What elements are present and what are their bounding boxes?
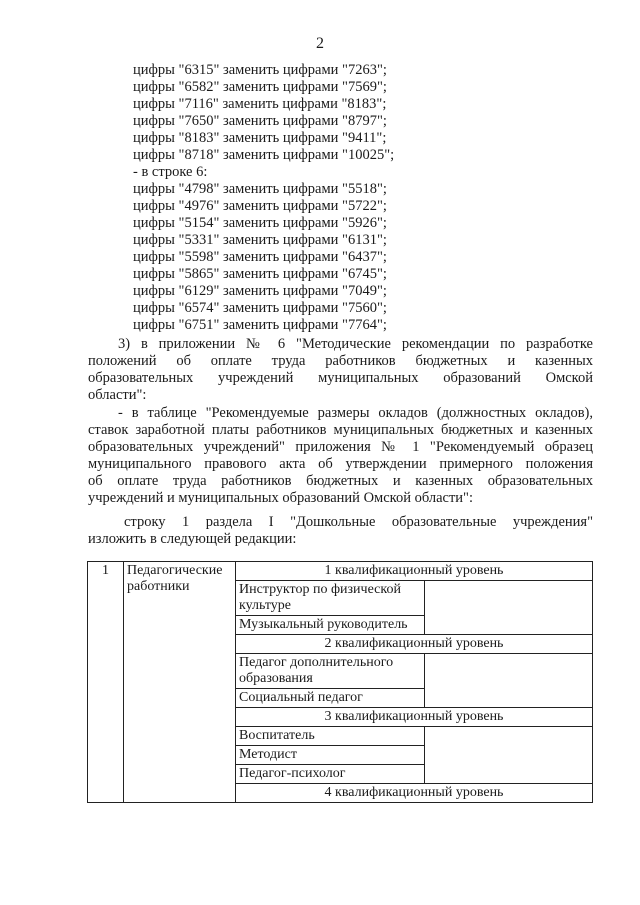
paragraph-line: строку 1 раздела I "Дошкольные образовательные учреждения" xyxy=(124,514,593,530)
paragraph-appendix-6 xyxy=(88,336,593,404)
replacement-line: цифры "6751" заменить цифрами "7764"; xyxy=(133,317,387,333)
row6-heading: - в строке 6: xyxy=(133,164,208,180)
salary-cell xyxy=(425,654,593,708)
position-cell: Методист xyxy=(236,746,425,765)
position-cell: Воспитатель xyxy=(236,727,425,746)
replacement-line: цифры "8718" заменить цифрами "10025"; xyxy=(133,147,395,163)
level-heading: 3 квалификационный уровень xyxy=(236,708,593,727)
position-cell: Музыкальный руководитель xyxy=(236,616,425,635)
replacement-line: цифры "8183" заменить цифрами "9411"; xyxy=(133,130,387,146)
row-number: 1 xyxy=(88,562,124,803)
replacement-line: цифры "5865" заменить цифрами "6745"; xyxy=(133,266,387,282)
paragraph-line: об оплате труда работников бюджетных и казенных образовательных xyxy=(88,473,593,489)
replacement-line: цифры "7116" заменить цифрами "8183"; xyxy=(133,96,387,112)
level-heading: 4 квалификационный уровень xyxy=(236,784,593,803)
position-cell: Социальный педагог xyxy=(236,689,425,708)
replacement-line: цифры "6582" заменить цифрами "7569"; xyxy=(133,79,387,95)
position-cell: Педагог-психолог xyxy=(236,765,425,784)
paragraph-line: - в таблице "Рекомендуемые размеры окладов (должностных окладов), xyxy=(118,405,593,421)
paragraph-line: муниципального правового акта об утверждении примерного положения xyxy=(88,456,593,472)
salary-cell xyxy=(425,727,593,784)
replacement-line: цифры "4976" заменить цифрами "5722"; xyxy=(133,198,387,214)
position-cell: Педагог дополнительного образования xyxy=(236,654,425,689)
paragraph-line: образовательных учреждений муниципальных образований Омской xyxy=(88,370,593,386)
replacement-line: цифры "5154" заменить цифрами "5926"; xyxy=(133,215,387,231)
qualification-table xyxy=(87,561,593,803)
level-heading: 2 квалификационный уровень xyxy=(236,635,593,654)
category-cell: Педагогические работники xyxy=(124,562,236,803)
paragraph-line: образовательных учреждений" приложения № 1 "Рекомендуемый образец xyxy=(88,439,593,455)
paragraph-line: ставок заработной платы работников муниципальных бюджетных и казенных xyxy=(88,422,593,438)
replacement-line: цифры "7650" заменить цифрами "8797"; xyxy=(133,113,387,129)
page-number: 2 xyxy=(316,35,324,52)
paragraph-line: учреждений и муниципальных образований Омской области": xyxy=(88,490,474,506)
replacement-line: цифры "6574" заменить цифрами "7560"; xyxy=(133,300,387,316)
paragraph-table-change xyxy=(88,405,593,507)
replacement-line: цифры "6129" заменить цифрами "7049"; xyxy=(133,283,387,299)
level-heading: 1 квалификационный уровень xyxy=(236,562,593,581)
replacement-line: цифры "5331" заменить цифрами "6131"; xyxy=(133,232,387,248)
paragraph-line: изложить в следующей редакции: xyxy=(88,531,297,547)
paragraph-row-edit xyxy=(88,514,593,548)
paragraph-line: 3) в приложении № 6 "Методические рекомендации по разработке xyxy=(118,336,593,352)
salary-cell xyxy=(425,581,593,635)
paragraph-line: положений об оплате труда работников бюджетных и казенных xyxy=(88,353,593,369)
paragraph-line: области": xyxy=(88,387,147,403)
replacement-line: цифры "4798" заменить цифрами "5518"; xyxy=(133,181,387,197)
position-cell: Инструктор по физической культуре xyxy=(236,581,425,616)
replacement-line: цифры "5598" заменить цифрами "6437"; xyxy=(133,249,387,265)
replacement-line: цифры "6315" заменить цифрами "7263"; xyxy=(133,62,387,78)
